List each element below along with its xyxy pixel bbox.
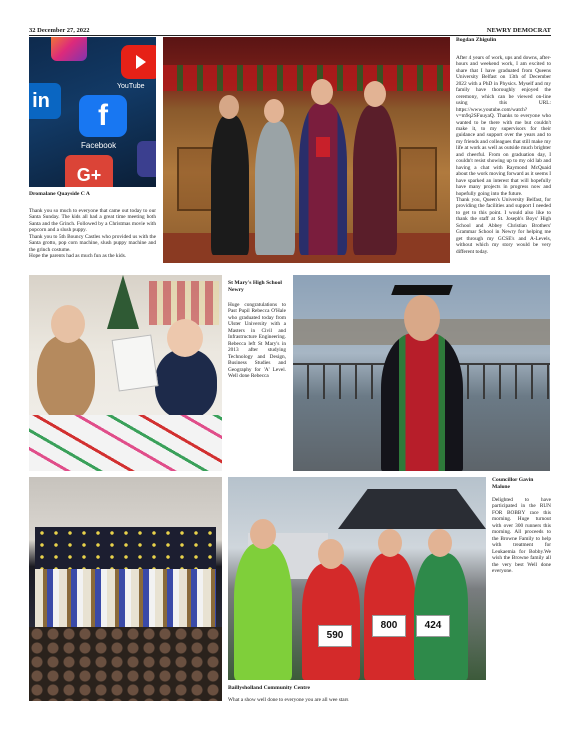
facebook-icon: f: [79, 95, 127, 137]
page-date: 32 December 27, 2022: [29, 27, 90, 34]
malone-text: [492, 497, 551, 574]
linkedin-icon: in: [29, 83, 61, 119]
instagram-icon: [51, 37, 87, 61]
youtube-icon: [121, 45, 156, 79]
bogdan-text: [456, 55, 551, 255]
youtube-label: YouTube: [117, 83, 145, 90]
christmas-tree: [107, 275, 139, 329]
dromalane-text: [29, 208, 156, 260]
malone-para-1: Delighted to have participated in the RUN FOR BOBBY race this morning. Huge turnout with over 300 runners this morning. All proceeds to the Browne Family to help with treatment for Leukaemia for Bobby.We wish the Browne family all the very best Well done everyone.: [492, 497, 551, 574]
person-4: [353, 105, 397, 255]
child-left: [37, 335, 95, 421]
stmarys-title: St Mary's High School Newry: [228, 280, 282, 293]
gazebo: [338, 489, 486, 529]
runner-3-head: [378, 529, 402, 557]
runner-1-head: [250, 519, 276, 549]
person-2: [255, 121, 295, 255]
wall-panel-left: [177, 147, 215, 211]
person-2-head: [264, 99, 284, 123]
graduate-head: [311, 79, 333, 105]
poinsettia-row: [163, 65, 450, 91]
google-plus-icon: G+: [65, 155, 113, 187]
child-left-head: [51, 305, 85, 343]
baillysholland-text: [228, 697, 486, 703]
messenger-icon: [137, 141, 156, 177]
certificate: [316, 137, 330, 157]
baillysholland-title: Baillysholland Community Centre: [228, 685, 310, 691]
dromalane-para-2: Thank you to 5th Bouncy Castles who provided us with the Santa grotto, pop corn machine, slush puppy machine and the grinch costume.: [29, 233, 156, 253]
graduate: [299, 103, 347, 255]
facebook-label: Facebook: [81, 141, 117, 150]
malone-title: Councillor Gavin Malone: [492, 477, 534, 490]
photo-kids-crafts: [29, 275, 222, 471]
photo-graduate-riverside: [293, 275, 550, 471]
bogdan-para-2: Thank you, Queen's University Belfast, for providing the facilities and support I needed to get to this point. I would also like to thank the staff at St. Joseph's Boys' High School and Abbey Christian Brothers' Grammar School in Newry for helping me get through my GCSE's and A-Levels, without which my story would be very different today.: [456, 196, 551, 255]
child-right-head: [167, 319, 203, 357]
photo-stage-show: [29, 477, 222, 701]
star-backdrop: [35, 527, 216, 573]
runner-2: [302, 563, 360, 680]
runner-2-head: [318, 539, 344, 569]
masthead: NEWRY DEMOCRAT: [486, 27, 551, 34]
bib-424: 424: [416, 615, 450, 637]
wall-panel-right: [399, 147, 437, 211]
stmarys-text: [228, 302, 286, 379]
table-crayons: [29, 415, 222, 471]
person-1: [211, 115, 249, 255]
audience: [29, 627, 222, 701]
dromalane-para-3: Hope the parents had as much fun as the kids.: [29, 253, 127, 260]
photo-charity-runners: [228, 477, 486, 680]
coloring-sheet: [112, 334, 159, 391]
bogdan-title: Bogdan Zhigulin: [456, 37, 497, 43]
header-rule: [29, 35, 551, 36]
bogdan-para-1: After 4 years of work, ups and downs, after-hours and weekend work, I am excited to share that I have graduated from Queens University Belfast on 13th of December 2022 with a PhD in Physics. Myself and my family have thoroughly enjoyed the ceremony, which can be viewed on-line using this URL: https://www.youtube.com/watch?v=m9q2SFuuyaQ. Thanks to everyone who wanted to be there with me but couldn't make it, to my supervisors for their guidance and support over the years and to my friends and colleagues that still make my life at work as well as outside much brighter and cheerful. From on graduation day, I couldn't resist showing up to my old lab and having a chat with Raymond McQuaid about the work moving forward as it seems I have sparked an interest that will hopefully have many projects in progress now and hopefully going into the future.: [456, 55, 551, 197]
person-1-head: [219, 95, 239, 119]
runner-4-head: [428, 529, 452, 557]
dromalane-title: Dromalane Quayside C A: [29, 191, 90, 197]
person-4-head: [364, 81, 386, 107]
graduate-gown: [381, 333, 463, 471]
stmarys-para-1: Huge congratulations to Past Pupil Rebecca O'Hale who graduated today from Ulster University with a Masters in Civil and Infrastructure Engineering. Rebecca left St Mary's in 2013 after studying Technology and Design, Business Studies and Geography for 'A' Level. Well done Rebecca: [228, 302, 286, 379]
graduate-face: [404, 295, 440, 341]
baillysholland-para-1: What a show well done to everyone you are all wee stars: [228, 697, 349, 703]
bib-800: 800: [372, 615, 406, 637]
dromalane-para-1: Thank you so much to everyone that came out today to our Santa Sunday. The kids all had a great time meeting both Santa and the Grinch. Followed by a Christmas movie with popcorn and a slush puppy.: [29, 208, 156, 234]
child-right: [155, 349, 217, 419]
performers: [35, 569, 216, 627]
bib-590: 590: [318, 625, 352, 647]
mortarboard: [391, 285, 453, 295]
runner-1: [234, 543, 292, 680]
photo-social-apps: [29, 37, 156, 187]
photo-graduation-family: [163, 37, 450, 263]
